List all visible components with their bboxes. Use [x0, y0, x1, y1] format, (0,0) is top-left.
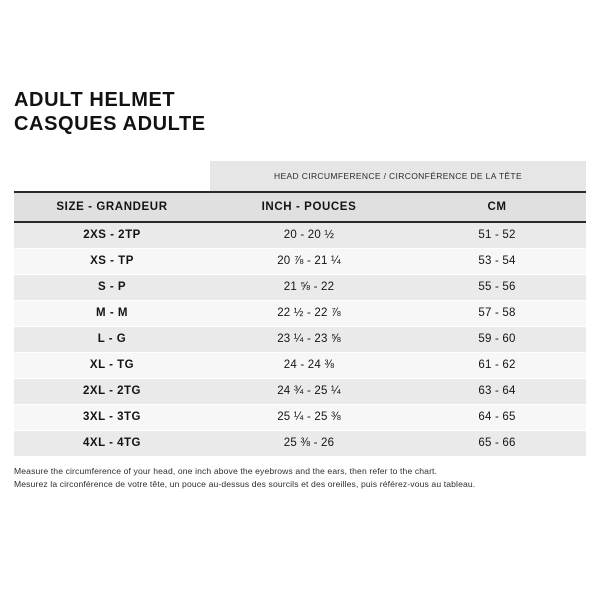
- cell-cm: 57 - 58: [408, 300, 586, 326]
- table-row: [14, 430, 586, 456]
- table-header: [14, 161, 586, 222]
- measurement-notes: [14, 465, 586, 492]
- size-chart-table: [14, 161, 586, 456]
- note-french: Mesurez la circonférence de votre tête, un pouce au-dessus des sourcils et des oreilles, puis référez-vous au tableau.: [14, 479, 476, 490]
- cell-size: 3XL - 3TG: [14, 404, 210, 430]
- cell-inch: 20 - 20 ½: [210, 222, 408, 249]
- cell-cm: 53 - 54: [408, 248, 586, 274]
- cell-size: XS - TP: [14, 248, 210, 274]
- cell-size: 4XL - 4TG: [14, 430, 210, 456]
- cell-inch: 23 ¼ - 23 ⅝: [210, 326, 408, 352]
- cell-inch: 25 ⅜ - 26: [210, 430, 408, 456]
- table-row: [14, 248, 586, 274]
- table-row: [14, 378, 586, 404]
- cell-cm: 65 - 66: [408, 430, 586, 456]
- column-header-size: SIZE - GRANDEUR: [14, 192, 210, 222]
- cell-size: L - G: [14, 326, 210, 352]
- head-circumference-header: HEAD CIRCUMFERENCE / CIRCONFÉRENCE DE LA TÊTE: [210, 161, 586, 192]
- column-header-inch: INCH - POUCES: [210, 192, 408, 222]
- table-column-header-row: [14, 192, 586, 222]
- cell-inch: 20 ⅞ - 21 ¼: [210, 248, 408, 274]
- cell-size: 2XL - 2TG: [14, 378, 210, 404]
- table-row: [14, 274, 586, 300]
- cell-cm: 51 - 52: [408, 222, 586, 249]
- cell-cm: 64 - 65: [408, 404, 586, 430]
- cell-size: S - P: [14, 274, 210, 300]
- table-row: [14, 222, 586, 249]
- table-row: [14, 352, 586, 378]
- cell-inch: 24 - 24 ⅜: [210, 352, 408, 378]
- cell-size: 2XS - 2TP: [14, 222, 210, 249]
- cell-inch: 25 ¼ - 25 ⅜: [210, 404, 408, 430]
- table-row: [14, 404, 586, 430]
- cell-cm: 55 - 56: [408, 274, 586, 300]
- cell-cm: 63 - 64: [408, 378, 586, 404]
- cell-size: XL - TG: [14, 352, 210, 378]
- title-english: ADULT HELMET: [14, 89, 176, 111]
- cell-inch: 24 ¾ - 25 ¼: [210, 378, 408, 404]
- note-english: Measure the circumference of your head, one inch above the eyebrows and the ears, then refer to the chart.: [14, 465, 438, 476]
- table-group-header-row: [14, 161, 586, 192]
- table-row: [14, 300, 586, 326]
- cell-size: M - M: [14, 300, 210, 326]
- cell-inch: 22 ½ - 22 ⅞: [210, 300, 408, 326]
- column-header-cm: CM: [408, 192, 586, 222]
- title-french: CASQUES ADULTE: [14, 113, 206, 136]
- group-header-spacer: [14, 161, 210, 192]
- cell-cm: 61 - 62: [408, 352, 586, 378]
- page-title: [14, 0, 586, 137]
- cell-inch: 21 ⅝ - 22: [210, 274, 408, 300]
- table-row: [14, 326, 586, 352]
- cell-cm: 59 - 60: [408, 326, 586, 352]
- table-body: [14, 222, 586, 456]
